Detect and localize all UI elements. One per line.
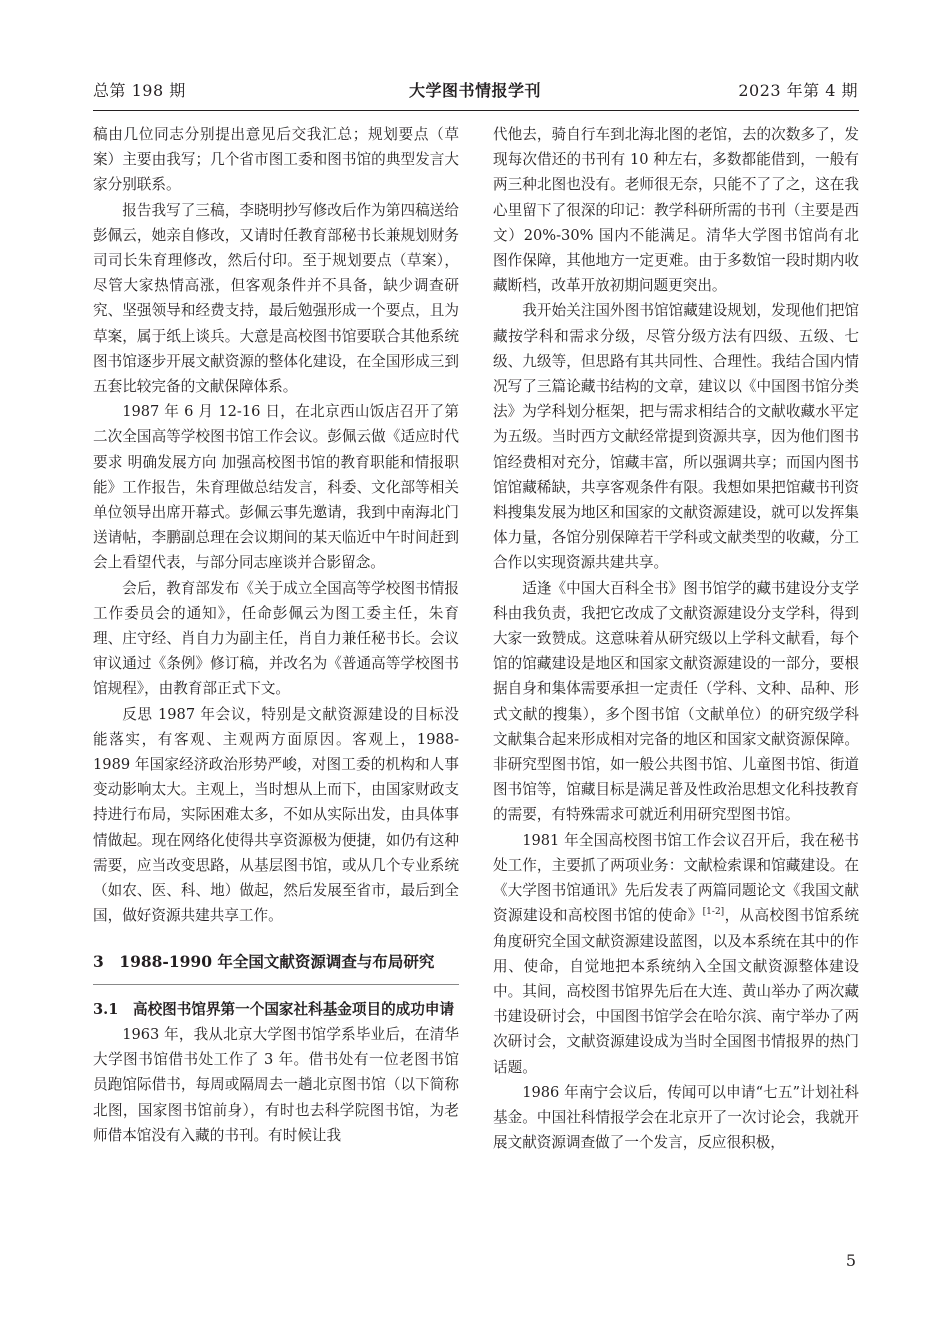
paragraph: 1987 年 6 月 12-16 日，在北京西山饭店召开了第二次全国高等学校图书馆工作会议。彭佩云做《适应时代要求 明确发展方向 加强高校图书馆的教育职能和情报职能》工作报告，朱育理做总结发言，科委、文化部等相关单位领导出席开幕式。彭佩云事先邀请，我到中南海北门送请帖，李鹏副总理在会议期间的某天临近中午时间赶到会上看望代表，与部分同志座谈并合影留念。 xyxy=(93,403,459,572)
citation-reference[interactable]: [1-2] xyxy=(702,907,725,918)
paragraph-continued: 代他去，骑自行车到北海北图的老馆，去的次数多了，发现每次借还的书刊有 10 种左右，多数都能借到，一般有两三种北图也没有。老师很无奈，只能不了了之，这在我心里留下了很深的印记：教学科研所需的书刊（主要是西文）20%-30% 国内不能满足。清华大学图书馆尚有北图作保障，其他地方一定更难。由于多数馆一段时期内收藏断档，改革开放初期问题更突出。 xyxy=(493,126,859,295)
header-rule xyxy=(93,110,859,111)
paragraph: 1963 年，我从北京大学图书馆学系毕业后，在清华大学图书馆借书处工作了 3 年。借书处有一位老图书馆员跑馆际借书，每周或隔周去一趟北京图书馆（以下简称北图，国家图书馆前身），有时也去科学院图书馆，为老师借本馆没有入藏的书刊。有时候让我 xyxy=(93,1025,459,1144)
journal-issue-total: 总第 198 期 xyxy=(93,81,186,100)
paragraph: 会后，教育部发布《关于成立全国高等学校图书情报工作委员会的通知》，任命彭佩云为图工委主任，朱育理、庄守经、肖自力为副主任，肖自力兼任秘书长。会议审议通过《条例》修订稿，并改名为《普通高等学校图书馆规程》，由教育部正式下文。 xyxy=(93,579,459,698)
subsection-heading: 3.1 高校图书馆界第一个国家社科基金项目的成功申请 xyxy=(93,1000,455,1018)
paragraph-continued: 稿由几位同志分别提出意见后交我汇总；规划要点（草案）主要由我写；几个省市图工委和图书馆的典型发言大家分别联系。 xyxy=(93,126,459,194)
paragraph-with-citation xyxy=(493,828,859,1080)
paragraph: 1986 年南宁会议后，传闻可以申请“七五”计划社科基金。中国社科情报学会在北京开了一次讨论会，我就开展文献资源调查做了一个发言，反应很积极， xyxy=(493,1083,859,1152)
paragraph: 报告我写了三稿，李晓明抄写修改后作为第四稿送给彭佩云，她亲自修改，又请时任教育部秘书长兼规划财务司司长朱育理修改，然后付印。至于规划要点（草案），尽管大家热情高涨，但客观条件并不具备，缺少调查研究、坚强领导和经费支持，最后勉强形成一个要点，且为草案，属于纸上谈兵。大意是高校图书馆要联合其他系统图书馆逐步开展文献资源的整体化建设，在全国形成三到五套比较完备的文献保障体系。 xyxy=(93,201,459,396)
page-number: 5 xyxy=(845,1251,856,1270)
journal-issue-year: 2023 年第 4 期 xyxy=(738,81,858,100)
paragraph: 我开始关注国外图书馆馆藏建设规划，发现他们把馆藏按学科和需求分级，尽管分级方法有四级、五级、七级、九级等，但思路有其共同性、合理性。我结合国内情况写了三篇论藏书结构的文章，建议以《中国图书馆分类法》为学科划分框架，把与需求相结合的文献收藏水平定为五级。当时西方文献经常提到资源共享，因为他们图书馆经费相对充分，馆藏丰富，所以强调共享；而国内图书馆馆藏稀缺，共享客观条件有限。我想如果把馆藏书刊资料搜集发展为地区和国家的文献资源建设，就可以发挥集体力量，各馆分别保障若干学科或文献类型的收藏，分工合作以实现资源共建共享。 xyxy=(493,302,859,572)
paragraph-text: 1981 年全国高校图书馆工作会议召开后，我在秘书处工作，主要抓了两项业务：文献检索课和馆藏建设。在《大学图书馆通讯》先后发表了两篇同题论文《我国文献资源建设和高校图书馆的使命》 xyxy=(493,831,859,925)
section-heading: 3 1988-1990 年全国文献资源调查与布局研究 xyxy=(93,949,459,985)
paragraph: 适逢《中国大百科全书》图书馆学的藏书建设分支学科由我负责，我把它改成了文献资源建设分支学科，得到大家一致赞成。这意味着从研究级以上学科文献看，每个馆的馆藏建设是地区和国家文献资源建设的一部分，要根据自身和集体需要承担一定责任（学科、文种、品种、形式文献的搜集），多个图书馆（文献单位）的研究级学科文献集合起来形成相对完备的地区和国家文献资源保障。非研究型图书馆，如一般公共图书馆、儿童图书馆、街道图书馆等，馆藏目标是满足普及性政治思想文化科技教育的需要，有特殊需求可就近利用研究型图书馆。 xyxy=(493,579,859,824)
paragraph-text: ，从高校图书馆系统角度研究全国文献资源建设蓝图，以及本系统在其中的作用、使命，自觉地把本系统纳入全国文献资源整体建设中。其间，高校图书馆界先后在大连、黄山举办了两次藏书建设研讨会，中国图书馆学会在哈尔滨、南宁举办了两次研讨会，文献资源建设成为当时全国图书情报界的热门话题。 xyxy=(493,907,859,1076)
journal-title: 大学图书情报学刊 xyxy=(408,81,541,100)
right-column xyxy=(493,122,859,1155)
paragraph: 反思 1987 年会议，特别是文献资源建设的目标没能落实，有客观、主观两方面原因。客观上，1988-1989 年国家经济政治形势严峻，对图工委的机构和人事变动影响太大。主观上，当时想从上而下，由国家财政支持进行布局，实际困难太多，不如从实际出发，由具体事情做起。现在网络化使得共享资源极为便捷，如仍有这种需要，应当改变思路，从基层图书馆，或从几个专业系统（如农、医、科、地）做起，然后发展至省市，最后到全国，做好资源共建共享工作。 xyxy=(93,705,459,925)
left-column xyxy=(93,122,459,1148)
